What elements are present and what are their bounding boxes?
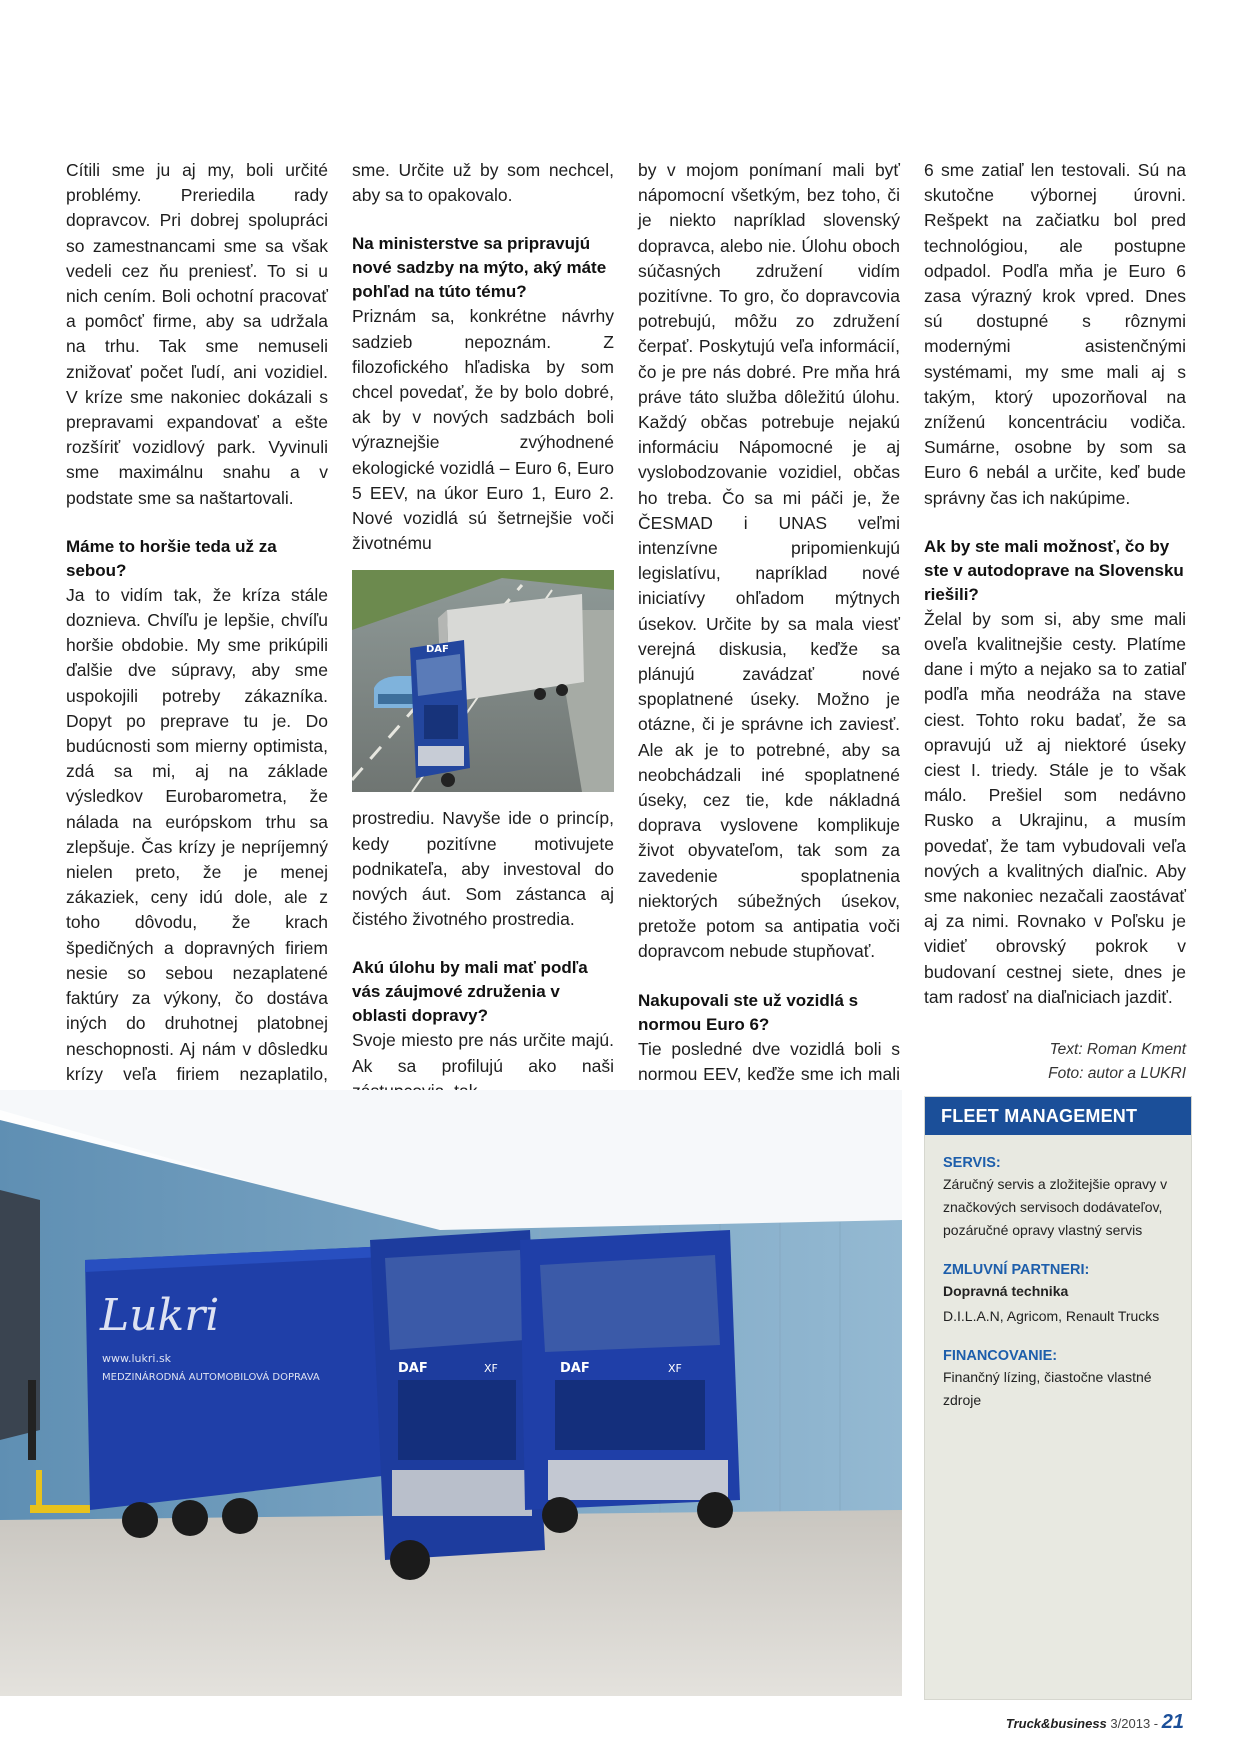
paragraph: Svoje miesto pre nás určite majú. Ak sa profilujú ako naši	[352, 1030, 614, 1076]
paragraph: 6 sme zatiaľ len testovali. Sú na skutočne výbornej úrovni. Rešpekt na začiatku bol pred technológiou, ale postupne odpadol. Podľa mňa je Euro 6 zasa výrazný krok vpred. Dnes sú dostupné s rôznymi modernými asistenčnými systémami, my sme mali aj s takým, ktorý upozorňoval na zníženú koncentráciu vodiča. Sumárne, osobne by som sa Euro 6 nebál a určite, keď bude správny čas ich nakúpime.	[924, 160, 1186, 508]
trailer-logo: Lukri	[100, 1290, 220, 1341]
article-column-1	[66, 158, 328, 1163]
paragraph: Želal by som si, aby sme mali oveľa kvalitnejšie cesty. Platíme dane i mýto a nejako sa to zatiaľ podľa mňa neodráža na stave ciest. Tohto roku badať, že sa opravujú už aj niektoré úseky ciest I. triedy. Stále je to však málo. Prešiel som nedávno Rusko a Ukrajinu, a musím povedať, že tam vybudovali veľa nových a kvalitných diaľnic. Aby sme nakoniec nezačali zaostávať aj za nimi. Rovnako v Poľsku je vidieť obrovský pokrok v budovaní cestnej siete, dnes je tam radosť na diaľniciach jazdiť.	[924, 608, 1186, 1007]
interview-question: Akú úlohu by mali mať podľa vás záujmové združenia v oblasti dopravy?	[352, 958, 588, 1026]
paragraph: Ja to vidím tak, že kríza stále doznieva. Chvíľu je lepšie, chvíľu horšie obdobie. My sme prikúpili ďalšie dve súpravy, aby sme uspokojili potreby zákazníka. Dopyt po preprave tu je. Do budúcnosti som mierny optimista, zdá sa mi, aj na základe výsledkov Eurobarometra, že nálada na európskom trhu sa zlepšuje. Čas krízy je nepríjemný nielen preto, že je menej zákaziek, ceny idú dole, ale z toho dôvodu, že krach špedičných a dopravných firiem nesie so sebou nezaplatené faktúry za výkony, čo dostáva iných do druhotnej platobnej neschopnosti. Aj nám v dôsledku krízy veľa firiem nezaplatilo,	[66, 584, 328, 1084]
interview-question: Nakupovali ste už vozidlá s normou Euro 6?	[638, 990, 859, 1034]
servis-text: Záručný servis a zložitejšie opravy v značkových servisoch dodávateľov, pozáručné opravy vlastný servis	[943, 1176, 1168, 1238]
article-column-3	[638, 158, 900, 1163]
front-truck	[520, 1230, 740, 1533]
cab-model: XF	[668, 1362, 682, 1375]
box-title: FLEET MANAGEMENT	[925, 1097, 1191, 1135]
interview-question: Na ministerstve sa pripravujú nové sadzby na mýto, aký máte pohľad na túto tému?	[352, 234, 607, 302]
trailer-slogan: MEDZINÁRODNÁ AUTOMOBILOVÁ DOPRAVA	[102, 1372, 320, 1383]
paragraph: prostrediu. Navyše ide o princíp, kedy pozitívne motivujete podnikateľa, aby investoval do nových áut. Som zástanca aj čistého životného prostredia.	[352, 808, 614, 930]
text-credit: Text: Roman Kment	[1049, 1041, 1186, 1059]
paragraph: Tie posledné dve vozidlá boli s normou EEV, keďže sme ich mali	[638, 1038, 900, 1084]
financ-text: Finančný lízing, čiastočne vlastné zdroje	[943, 1369, 1152, 1408]
cab-brand: DAF	[560, 1361, 590, 1376]
financ-label: FINANCOVANIE:	[943, 1348, 1058, 1364]
partneri-text: D.I.L.A.N, Agricom, Renault Trucks	[943, 1308, 1160, 1324]
truck-cab	[410, 640, 470, 778]
partneri-label: ZMLUVNÍ PARTNERI:	[943, 1262, 1090, 1278]
truck-brand-text: DAF	[426, 644, 449, 656]
cab-brand: DAF	[398, 1361, 428, 1376]
interview-question: Máme to horšie teda už za sebou?	[66, 536, 277, 580]
page-number: 21	[1161, 1711, 1184, 1733]
fleet-management-box	[924, 1096, 1192, 1700]
article-column-2	[352, 158, 614, 1104]
warehouse-trucks-photo	[0, 1090, 902, 1696]
magazine-brand: Truck&business	[1005, 1716, 1107, 1731]
paragraph: sme. Určite už by som nechcel, aby sa to opakovalo.	[352, 160, 614, 206]
trailer-web: www.lukri.sk	[102, 1352, 172, 1365]
paragraph: Cítili sme ju aj my, boli určité problémy. Preriedila rady dopravcov. Pri dobrej spolupráci so zamestnancami sme sa však vedeli cez ňu preniesť. To si u nich cením. Boli ochotní pracovať a pomôcť firme, aby sa udržala na trhu. Tak sme nemuseli znižovať počet ľudí, ani vozidiel. V kríze sme nakoniec dokázali s prepravami expandovať a ešte rozšíriť vozidlový park. Vyvinuli sme maximálnu snahu a v podstate sme sa naštartovali.	[66, 160, 328, 508]
issue-number: 3/2013 -	[1110, 1716, 1159, 1731]
photo-credit: Foto: autor a LUKRI	[1048, 1065, 1186, 1083]
paragraph: by v mojom ponímaní mali byť nápomocní všetkým, bez toho, či je niekto napríklad slovenský dopravca, alebo nie. Úlohu oboch súčasných združení vidím pozitívne. To gro, čo dopravcovia potrebujú, môžu zo združení čerpať. Poskytujú veľa informácií, čo je pre nás dobré. Pre mňa hrá práve táto služba dôležitú úlohu. Každý občas potrebuje nejakú informáciu Nápomocné je aj vyslobodzovanie vozidiel, občas ho treba. Čo sa mi páči je, že ČESMAD i UNAS veľmi intenzívne pripomienkujú legislatívu, napríklad nové iniciatívy ohľadom mýtnych úsekov. Určite by sa mala viesť verejná diskusia, keďže sa plánujú zavádzať nové spoplatnené úseky. Možno je otázne, či je správne ich zaviesť. Ale ak je to potrebné, aby sa neobchádzali iné spoplatnené úseky, cez tie, kde nákladná doprava vyslovene komplikuje život obyvateľom, tak som za zavedenie spoplatnenia niektorých súbežných úsekov, pretože potom sa antipatia voči dopravcom nebude stupňovať.	[638, 160, 900, 962]
highway-truck-photo	[352, 570, 614, 792]
page-footer	[1006, 1711, 1184, 1734]
partneri-strong: Dopravná technika	[943, 1283, 1069, 1299]
paragraph: Priznám sa, konkrétne návrhy sadzieb nepoznám. Z filozofického hľadiska by som chcel povedať, že by bolo dobré, ak by v nových sadzbách boli výraznejšie zvýhodnené ekologické vozidlá – Euro 6, Euro 5 EEV, na úkor Euro 1, Euro 2. Nové vozidlá sú šetrnejšie voči životnému	[352, 306, 614, 554]
interview-question: Ak by ste mali možnosť, čo by ste v autodoprave na Slovensku riešili?	[924, 536, 1184, 604]
article-column-4	[924, 158, 1186, 1086]
servis-label: SERVIS:	[943, 1155, 1001, 1171]
article-credits	[924, 1038, 1186, 1086]
cab-model: XF	[484, 1362, 498, 1375]
